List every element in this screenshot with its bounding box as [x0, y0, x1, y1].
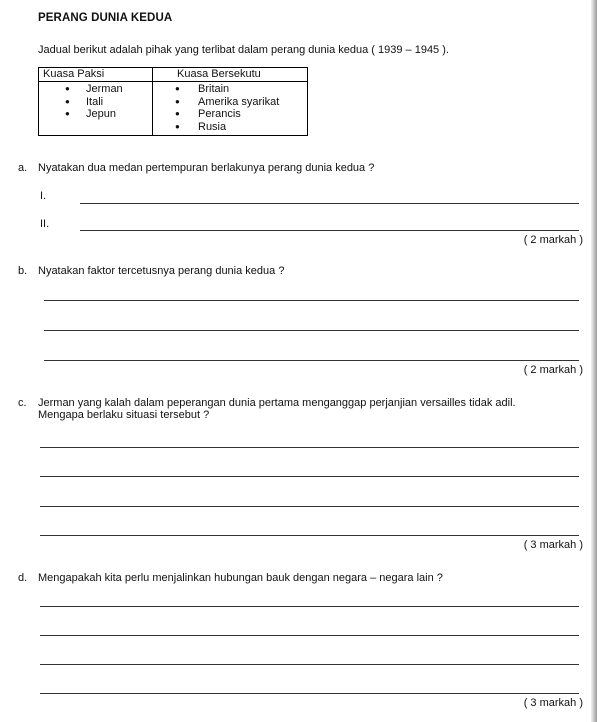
bullet-icon: ●: [175, 109, 180, 118]
answer-line[interactable]: [40, 635, 579, 636]
question-a-letter: a.: [18, 162, 28, 174]
answer-line[interactable]: [80, 203, 579, 204]
question-c-marks: ( 3 markah ): [523, 539, 583, 551]
answer-line[interactable]: [40, 606, 579, 607]
question-b-marks: ( 2 markah ): [523, 364, 583, 376]
bullet-icon: ●: [65, 109, 70, 118]
question-a-text: Nyatakan dua medan pertempuran berlakunya perang dunia kedua ?: [38, 162, 375, 174]
answer-line[interactable]: [40, 535, 579, 536]
list-item: ● Itali: [65, 95, 104, 108]
answer-line[interactable]: [44, 360, 579, 361]
question-b-letter: b.: [18, 265, 28, 277]
question-c-letter: c.: [18, 397, 27, 409]
table-header-bersekutu: Kuasa Bersekutu: [153, 68, 308, 82]
list-item: ● Jerman: [65, 83, 123, 95]
bullet-icon: ●: [175, 121, 180, 131]
answer-line[interactable]: [44, 300, 579, 301]
list-item: ● Rusia: [175, 120, 227, 133]
answer-a-label-2: II.: [40, 218, 50, 230]
alliances-table: [38, 67, 308, 136]
bersekutu-list: [153, 82, 308, 136]
page-title: PERANG DUNIA KEDUA: [38, 12, 173, 24]
answer-line[interactable]: [40, 506, 579, 507]
list-item: ● Jepun: [65, 108, 116, 120]
answer-line[interactable]: [40, 693, 579, 694]
answer-line[interactable]: [40, 476, 579, 477]
bullet-icon: ●: [175, 96, 180, 106]
answer-line[interactable]: [40, 447, 579, 448]
answer-line[interactable]: [40, 664, 579, 665]
bullet-icon: ●: [65, 84, 70, 93]
answer-line[interactable]: [80, 230, 579, 231]
table-header-paksi: Kuasa Paksi: [39, 68, 153, 82]
page-edge-shadow: [591, 0, 597, 722]
bullet-icon: ●: [65, 96, 70, 106]
answer-line[interactable]: [44, 330, 579, 331]
paksi-list: [39, 82, 153, 136]
question-c-text-line2: Mengapa berlaku situasi tersebut ?: [38, 409, 210, 421]
question-b-text: Nyatakan faktor tercetusnya perang dunia kedua ?: [38, 265, 285, 277]
question-d-marks: ( 3 markah ): [523, 697, 583, 709]
question-c-text: Jerman yang kalah dalam peperangan dunia pertama menganggap perjanjian versailles tidak adil.: [38, 397, 516, 409]
question-d-letter: d.: [18, 572, 28, 584]
question-a-marks: ( 2 markah ): [523, 234, 583, 246]
intro-text: Jadual berikut adalah pihak yang terlibat dalam perang dunia kedua ( 1939 – 1945 ).: [38, 44, 449, 56]
answer-a-label-1: I.: [40, 190, 47, 202]
bullet-icon: ●: [175, 84, 180, 93]
list-item: ● Perancis: [175, 108, 241, 120]
list-item: ● Amerika syarikat: [175, 95, 280, 108]
question-d-text: Mengapakah kita perlu menjalinkan hubungan bauk dengan negara – negara lain ?: [38, 572, 443, 584]
list-item: ● Britain: [175, 83, 230, 95]
